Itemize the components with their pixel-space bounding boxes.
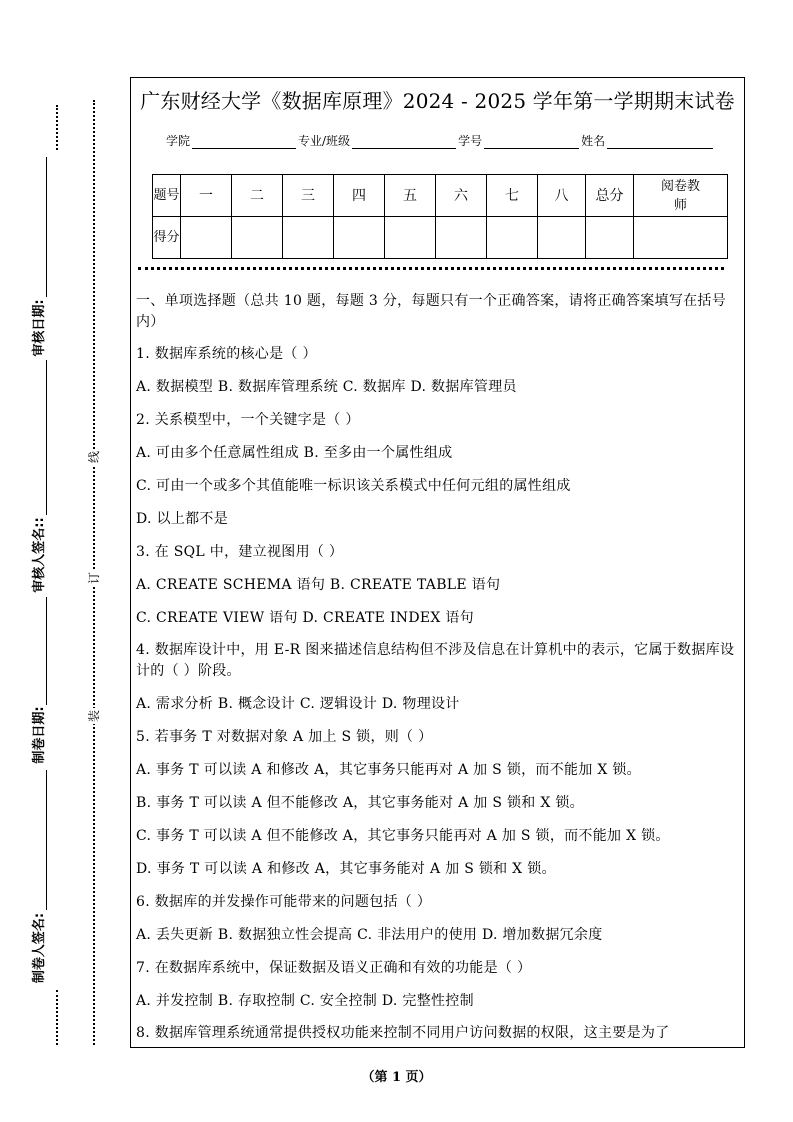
total-score-cell[interactable] [586,217,634,259]
cut-line-dots [56,990,58,1045]
question-line: 7. 在数据库系统中，保证数据及语义正确和有效的功能是（ ） [136,960,532,976]
binding-char-bind: 订 [87,571,101,585]
exam-frame [130,77,745,1048]
major-field[interactable] [352,134,456,149]
score-cell[interactable] [181,217,232,259]
name-label: 姓名 [581,134,606,148]
score-cell[interactable] [385,217,436,259]
question-line: D. 以上都不是 [136,511,229,527]
question-line: 2. 关系模型中，一个关键字是（ ） [136,412,360,428]
cut-line-dots [56,105,58,150]
maker-sign-field[interactable] [46,770,47,910]
student-info-row [166,133,715,149]
col-header: 六 [436,175,487,217]
make-date-field[interactable] [46,597,47,705]
major-label: 专业/班级 [298,134,351,148]
grader-cell[interactable] [634,217,728,259]
score-cell[interactable] [232,217,283,259]
score-cell[interactable] [436,217,487,259]
reviewer-sign-field[interactable] [46,360,47,515]
question-line: C. 事务 T 可以读 A 但不能修改 A，其它事务只能再对 A 加 S 锁，而不能加 X 锁。 [136,828,670,844]
score-cell[interactable] [283,217,334,259]
dotted-separator [138,267,724,270]
question-line: A. 丢失更新 B. 数据独立性会提高 C. 非法用户的使用 D. 增加数据冗余度 [136,927,603,943]
score-table-score-row [153,217,728,259]
question-line: 8. 数据库管理系统通常提供授权功能来控制不同用户访问数据的权限，这主要是为了 [136,1025,670,1041]
question-line: A. 数据模型 B. 数据库管理系统 C. 数据库 D. 数据库管理员 [136,379,517,395]
student-id-field[interactable] [484,134,579,149]
question-line: A. CREATE SCHEMA 语句 B. CREATE TABLE 语句 [136,577,501,593]
binding-char-line: 线 [87,450,101,464]
question-line: 4. 数据库设计中，用 E-R 图来描述信息结构但不涉及信息在计算机中的表示，它属于数据库设计的（ ）阶段。 [136,642,735,679]
review-date-label: 审核日期: [32,299,47,357]
question-line: A. 可由多个任意属性组成 B. 至多由一个属性组成 [136,445,453,461]
page-number: （第 1 页） [361,1070,432,1085]
question-line: 3. 在 SQL 中，建立视图用（ ） [136,544,344,560]
college-label: 学院 [166,134,191,148]
col-header: 八 [538,175,586,217]
score-cell[interactable] [334,217,385,259]
name-field[interactable] [607,134,713,149]
college-field[interactable] [192,134,296,149]
exam-title: 广东财经大学《数据库原理》2024 - 2025 学年第一学期期末试卷 [140,89,735,113]
question-line: A. 事务 T 可以读 A 和修改 A，其它事务只能再对 A 加 S 锁，而不能加 X 锁。 [136,762,641,778]
col-header: 四 [334,175,385,217]
question-line: 6. 数据库的并发操作可能带来的问题包括（ ） [136,894,432,910]
question-line: B. 事务 T 可以读 A 但不能修改 A，其它事务能对 A 加 S 锁和 X 锁。 [136,795,584,811]
score-label: 得分 [153,217,181,259]
review-date-field[interactable] [46,157,47,297]
score-cell[interactable] [487,217,538,259]
total-score-header: 总分 [586,175,634,217]
question-line: 5. 若事务 T 对数据对象 A 加上 S 锁，则（ ） [136,729,433,745]
score-cell[interactable] [538,217,586,259]
student-id-label: 学号 [458,134,483,148]
reviewer-sign-label: 审核人签名:: [32,517,47,593]
question-line: 1. 数据库系统的核心是（ ） [136,346,317,362]
score-table [152,174,728,259]
question-line: C. CREATE VIEW 语句 D. CREATE INDEX 语句 [136,610,474,626]
binding-char-attach: 装 [87,709,101,723]
question-line: A. 并发控制 B. 存取控制 C. 安全控制 D. 完整性控制 [136,993,474,1009]
grader-header: 阅卷教师 [634,175,728,217]
question-line: C. 可由一个或多个其值能唯一标识该关系模式中任何元组的属性组成 [136,478,571,494]
section-heading: 一、单项选择题（总共 10 题，每题 3 分，每题只有一个正确答案，请将正确答案填写在括号内） [136,293,727,330]
maker-sign-label: 制卷人签名: [32,912,47,984]
question-line: A. 需求分析 B. 概念设计 C. 逻辑设计 D. 物理设计 [136,696,460,712]
col-header: 三 [283,175,334,217]
col-header: 七 [487,175,538,217]
question-line: D. 事务 T 可以读 A 和修改 A，其它事务能对 A 加 S 锁和 X 锁。 [136,861,556,877]
score-table-header-row [153,175,728,217]
col-header: 五 [385,175,436,217]
col-header: 一 [181,175,232,217]
col-header: 二 [232,175,283,217]
make-date-label: 制卷日期: [32,706,47,764]
question-number-label: 题号 [153,175,181,217]
